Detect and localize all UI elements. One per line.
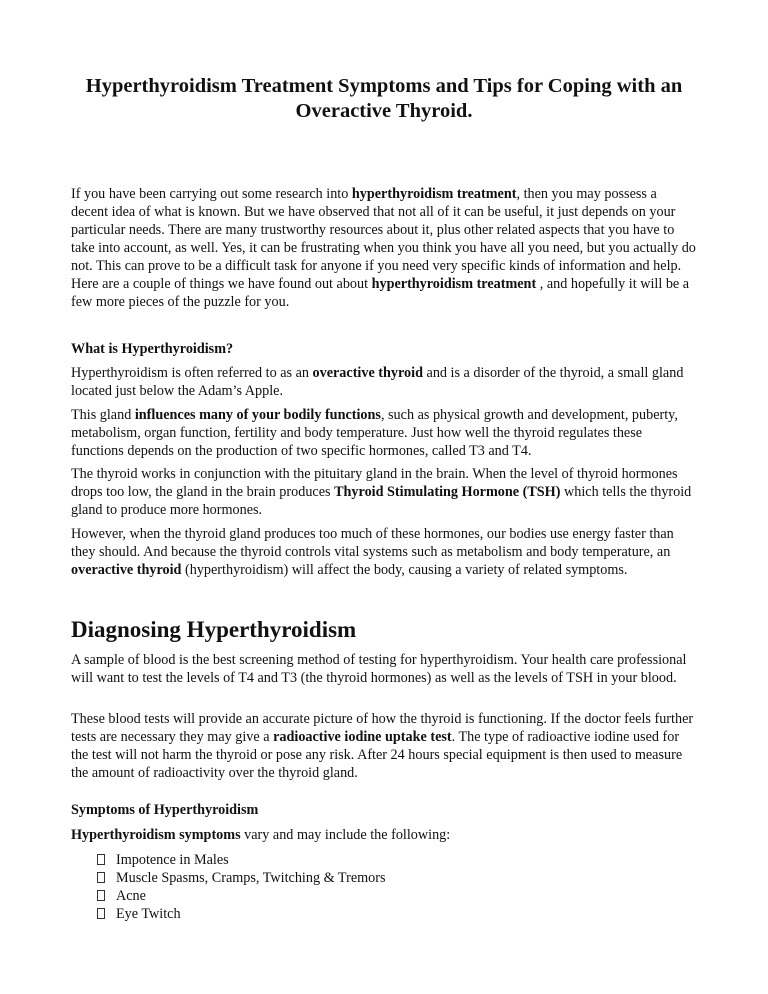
section-heading-symptoms: Symptoms of Hyperthyroidism bbox=[71, 802, 259, 818]
symptoms-list bbox=[97, 851, 386, 923]
bullet-icon bbox=[97, 890, 105, 901]
diagnosing-paragraph-1: A sample of blood is the best screening method of testing for hyperthyroidism. Your health care professional will want to test the levels of T4 and T3 (the thyroid hormones) as well as the levels of TSH in your blood. bbox=[71, 652, 687, 686]
what-paragraph-4: However, when the thyroid gland produces too much of these hormones, our bodies use energy faster than they should. And because the thyroid controls vital systems such as metabolism and body temperature, an overactive thyroid (hyperthyroidism) will affect the body, causing a variety of related symptoms. bbox=[71, 526, 674, 578]
list-item: Impotence in Males bbox=[97, 851, 386, 869]
list-item: Acne bbox=[97, 887, 386, 905]
section-heading-what: What is Hyperthyroidism? bbox=[71, 341, 234, 357]
page-title: Hyperthyroidism Treatment Symptoms and Tips for Coping with an Overactive Thyroid. bbox=[85, 75, 683, 122]
bullet-icon bbox=[97, 854, 105, 865]
keyword-bold: hyperthyroidism treatment bbox=[371, 276, 537, 292]
keyword-bold: hyperthyroidism treatment bbox=[351, 186, 517, 202]
symptoms-lead: Hyperthyroidism symptoms vary and may include the following: bbox=[71, 827, 451, 843]
what-paragraph-3: The thyroid works in conjunction with the pituitary gland in the brain. When the level of thyroid hormones drops too low, the gland in the brain produces Thyroid Stimulating Hormone (TSH) which tells the thyroid gland to produce more hormones. bbox=[71, 466, 692, 518]
diagnosing-paragraph-2: These blood tests will provide an accurate picture of how the thyroid is functioning. If the doctor feels further tests are necessary they may give a radioactive iodine uptake test. The type of radioactive iodine used for the test will not harm the thyroid or pose any risk. After 24 hours special equipment is then used to measure the amount of radioactivity over the thyroid gland. bbox=[71, 711, 694, 781]
list-item: Eye Twitch bbox=[97, 905, 386, 923]
bullet-icon bbox=[97, 908, 105, 919]
what-paragraph-1: Hyperthyroidism is often referred to as an overactive thyroid and is a disorder of the thyroid, a small gland located just below the Adam’s Apple. bbox=[71, 365, 684, 399]
list-item: Muscle Spasms, Cramps, Twitching & Tremors bbox=[97, 869, 386, 887]
what-paragraph-2: This gland influences many of your bodily functions, such as physical growth and development, puberty, metabolism, organ function, fertility and body temperature. Just how well the thyroid regulates these functions depends on the production of two specific hormones, called T3 and T4. bbox=[71, 407, 678, 459]
section-heading-diagnosing: Diagnosing Hyperthyroidism bbox=[71, 617, 357, 642]
bullet-icon bbox=[97, 872, 105, 883]
intro-paragraph: If you have been carrying out some research into hyperthyroidism treatment, then you may possess a decent idea of what is known. But we have observed that not all of it can be useful, it just depends on your particular needs. There are many trustworthy resources about it, plus other related aspects that you have to take into account, as well. Yes, it can be frustrating when you think you have all you need, but you actually do not. This can prove to be a difficult task for anyone if you need very specific kinds of information and help. Here are a couple of things we have found out about hyperthyroidism treatment , and hopefully it will be a few more pieces of the puzzle for you. bbox=[71, 186, 696, 310]
